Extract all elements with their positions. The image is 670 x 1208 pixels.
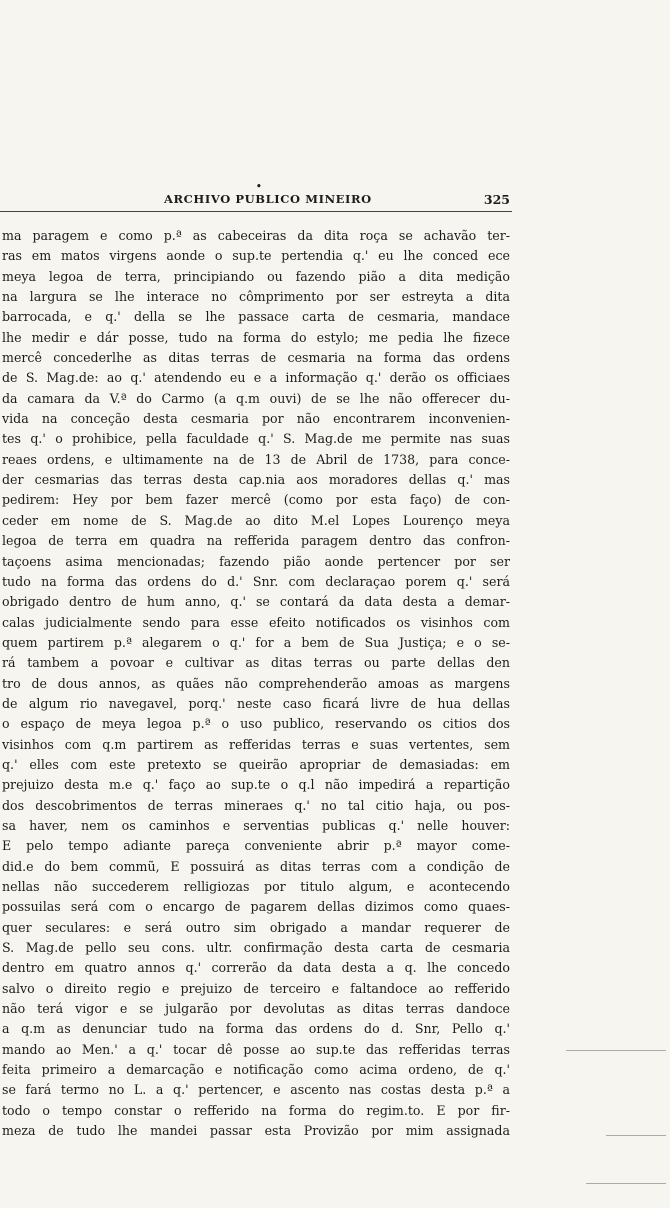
- text-line: não terá vigor e se julgarão por devolutas as ditas terras dandoce: [2, 1001, 510, 1017]
- page-edge-mark: [586, 1183, 666, 1184]
- text-line: o espaço de meya legoa p.ª o uso publico, reservando os citios dos: [2, 716, 510, 732]
- text-line: ceder em nome de S. Mag.de ao dito M.el Lopes Lourenço meya: [2, 512, 510, 528]
- text-line: todo o tempo constar o refferido na forma do regim.to. E por fir-: [2, 1102, 510, 1118]
- text-line: da camara da V.ª do Carmo (a q.m ouvi) de se lhe não offerecer du-: [2, 390, 510, 406]
- text-line: mercê concederlhe as ditas terras de cesmaria na forma das ordens: [2, 350, 510, 366]
- text-line: E pelo tempo adiante pareça conveniente abrir p.ª mayor come-: [2, 838, 510, 854]
- text-line: meya legoa de terra, principiando ou fazendo pião a dita medição: [2, 268, 510, 284]
- text-line: tudo na forma das ordens do d.' Snr. com declaraçao porem q.' será: [2, 573, 510, 589]
- text-line: dos descobrimentos de terras mineraes q.' no tal citio haja, ou pos-: [2, 797, 510, 813]
- text-line: reaes ordens, e ultimamente na de 13 de Abril de 1738, para conce-: [2, 451, 510, 467]
- text-line: lhe medir e dár posse, tudo na forma do estylo; me pedia lhe fizece: [2, 329, 510, 345]
- text-line: meza de tudo lhe mandei passar esta Provizão por mim assignada: [2, 1123, 510, 1139]
- text-line: nellas não succederem relligiozas por titulo algum, e acontecendo: [2, 879, 510, 894]
- text-line: ma paragem e como p.ª as cabeceiras da dita roça se achavão ter-: [2, 228, 510, 243]
- text-line: se fará termo no L. a q.' pertencer, e ascento nas costas desta p.ª a: [2, 1082, 510, 1098]
- text-line: q.' elles com este pretexto se queirão apropriar de demasiadas: em: [2, 756, 510, 772]
- text-line: dentro em quatro annos q.' correrão da data desta a q. lhe concedo: [2, 960, 510, 976]
- text-line: tro de dous annos, as quães não comprehenderão amoas as margens: [2, 675, 510, 691]
- text-line: tes q.' o prohibice, pella faculdade q.' S. Mag.de me permite nas suas: [2, 431, 510, 447]
- text-line: possuilas será com o encargo de pagarem dellas dizimos como quaes-: [2, 899, 510, 915]
- running-header: [0, 182, 510, 208]
- text-line: prejuizo desta m.e q.' faço ao sup.te o q.l não impedirá a repartição: [2, 777, 510, 793]
- header-rule: [0, 211, 512, 212]
- text-line: der cesmarias das terras desta cap.nia aos moradores dellas q.' mas: [2, 472, 510, 488]
- body-text: [2, 226, 510, 1141]
- page-edge-mark: [566, 1050, 666, 1051]
- header-title: ARCHIVO PUBLICO MINEIRO: [164, 192, 372, 206]
- text-line: pedirem: Hey por bem fazer mercê (como por esta faço) de con-: [2, 492, 510, 508]
- text-line: vida na conceção desta cesmaria por não encontrarem inconvenien-: [2, 411, 510, 427]
- text-line: quem partirem p.ª alegarem o q.' for a bem de Sua Justiça; e o se-: [2, 634, 510, 650]
- text-line: calas judicialmente sendo para esse efeito notificados os visinhos com: [2, 614, 510, 630]
- text-line: de S. Mag.de: ao q.' atendendo eu e a informação q.' derão os officiaes: [2, 370, 510, 386]
- text-line: taçoens asima mencionadas; fazendo pião aonde pertencer por ser: [2, 553, 510, 569]
- text-line: obrigado dentro de hum anno, q.' se contará da data desta a demar-: [2, 594, 510, 610]
- text-line: mando ao Men.' a q.' tocar dê posse ao sup.te das refferidas terras: [2, 1041, 510, 1057]
- text-line: visinhos com q.m partirem as refferidas terras e suas vertentes, sem: [2, 736, 510, 752]
- page-edge-mark: [606, 1135, 666, 1136]
- text-line: S. Mag.de pello seu cons. ultr. confirmação desta carta de cesmaria: [2, 940, 510, 956]
- text-line: feita primeiro a demarcação e notificação como acima ordeno, de q.': [2, 1062, 510, 1078]
- text-line: salvo o direito regio e prejuizo de terceiro e faltandoce ao refferido: [2, 980, 510, 996]
- text-line: de algum rio navegavel, porq.' neste caso ficará livre de hua dellas: [2, 695, 510, 711]
- text-line: rá tambem a povoar e cultivar as ditas terras ou parte dellas den: [2, 655, 510, 671]
- page-number: 325: [483, 192, 510, 207]
- header-ornament-dot: •: [256, 182, 262, 192]
- text-line: na largura se lhe interace no cômprimento por ser estreyta a dita: [2, 289, 510, 305]
- text-line: quer seculares: e será outro sim obrigado a mandar requerer de: [2, 919, 510, 935]
- text-line: legoa de terra em quadra na refferida paragem dentro das confron-: [2, 533, 510, 549]
- text-line: ras em matos virgens aonde o sup.te pertendia q.' eu lhe conced ece: [2, 248, 510, 264]
- text-line: barrocada, e q.' della se lhe passace carta de cesmaria, mandace: [2, 309, 510, 325]
- text-line: did.e do bem commũ, E possuirá as ditas terras com a condição de: [2, 858, 510, 874]
- text-line: sa haver, nem os caminhos e serventias publicas q.' nelle houver:: [2, 817, 510, 833]
- text-line: a q.m as denunciar tudo na forma das ordens do d. Snr, Pello q.': [2, 1021, 510, 1037]
